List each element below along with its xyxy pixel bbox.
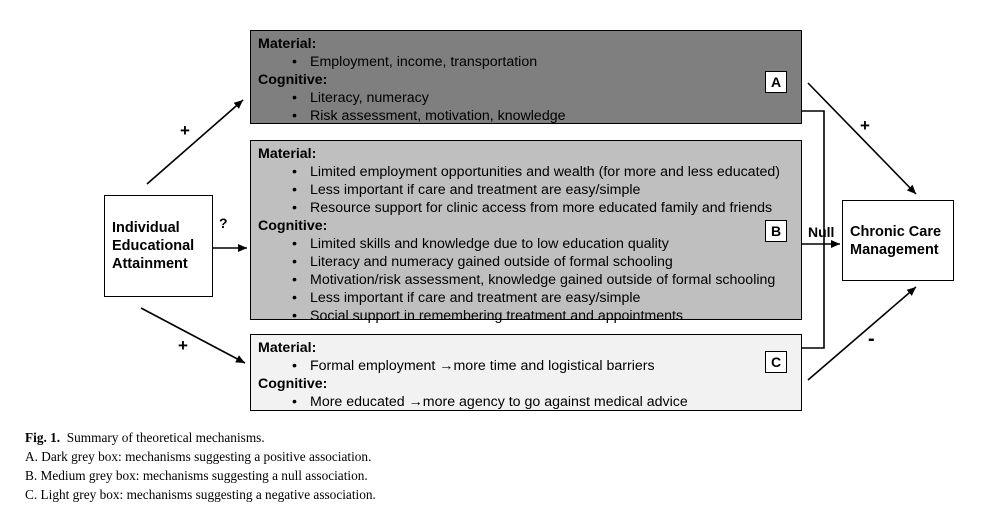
list-item: • Less important if care and treatment are easy/simple <box>258 181 801 199</box>
caption-title-line <box>25 428 376 447</box>
list-item: • More educated →more agency to go against medical advice <box>258 393 801 411</box>
source-line: Attainment <box>112 256 188 272</box>
box-tag-c: C <box>765 351 787 373</box>
arrow-source-to-a <box>147 100 243 184</box>
list-item: • Social support in remembering treatment and appointments <box>258 307 801 325</box>
cognitive-heading: Cognitive: <box>258 218 328 234</box>
target-box <box>842 200 954 281</box>
list-item: • Literacy, numeracy <box>258 89 801 107</box>
list-item: • Risk assessment, motivation, knowledge <box>258 107 801 125</box>
list-item: • Motivation/risk assessment, knowledge gained outside of formal schooling <box>258 271 801 289</box>
figure-caption <box>25 428 376 504</box>
cognitive-heading: Cognitive: <box>258 376 328 392</box>
source-box <box>104 195 213 297</box>
target-line: Management <box>850 241 939 258</box>
caption-line: C. Light grey box: mechanisms suggesting a negative association. <box>25 487 376 502</box>
sign-b-out: Null <box>808 224 835 240</box>
source-line: Individual <box>112 220 180 236</box>
list-item: • Less important if care and treatment are easy/simple <box>258 289 801 307</box>
caption-line: B. Medium grey box: mechanisms suggesting a null association. <box>25 468 368 483</box>
cognitive-heading: Cognitive: <box>258 72 328 88</box>
sign-a-out: + <box>860 116 870 135</box>
list-item: • Limited employment opportunities and wealth (for more and less educated) <box>258 163 801 181</box>
list-item: • Employment, income, transportation <box>258 53 801 71</box>
list-item: • Limited skills and knowledge due to low education quality <box>258 235 801 253</box>
list-item: • Resource support for clinic access from more educated family and friends <box>258 199 801 217</box>
list-item: • Literacy and numeracy gained outside of formal schooling <box>258 253 801 271</box>
box-tag-b: B <box>765 220 787 242</box>
source-line: Educational <box>112 238 195 254</box>
mechanism-box-a <box>250 30 802 124</box>
target-line: Chronic Care <box>850 223 942 240</box>
box-tag-a: A <box>765 71 787 93</box>
material-heading: Material: <box>258 340 317 356</box>
material-heading: Material: <box>258 36 317 52</box>
figure-label: Fig. 1. <box>25 430 61 445</box>
arrow-source-to-c <box>141 308 245 363</box>
list-item: • Formal employment →more time and logistical barriers <box>258 357 801 375</box>
caption-line: A. Dark grey box: mechanisms suggesting a positive association. <box>25 449 372 464</box>
figure-title: Summary of theoretical mechanisms. <box>66 430 265 445</box>
mechanism-box-c <box>250 334 802 411</box>
mechanism-box-b <box>250 140 802 324</box>
sign-to-a: + <box>180 121 190 140</box>
sign-to-b: ? <box>219 215 228 231</box>
sign-c-out: - <box>868 328 875 350</box>
material-heading: Material: <box>258 146 317 162</box>
sign-to-c: + <box>178 336 188 355</box>
